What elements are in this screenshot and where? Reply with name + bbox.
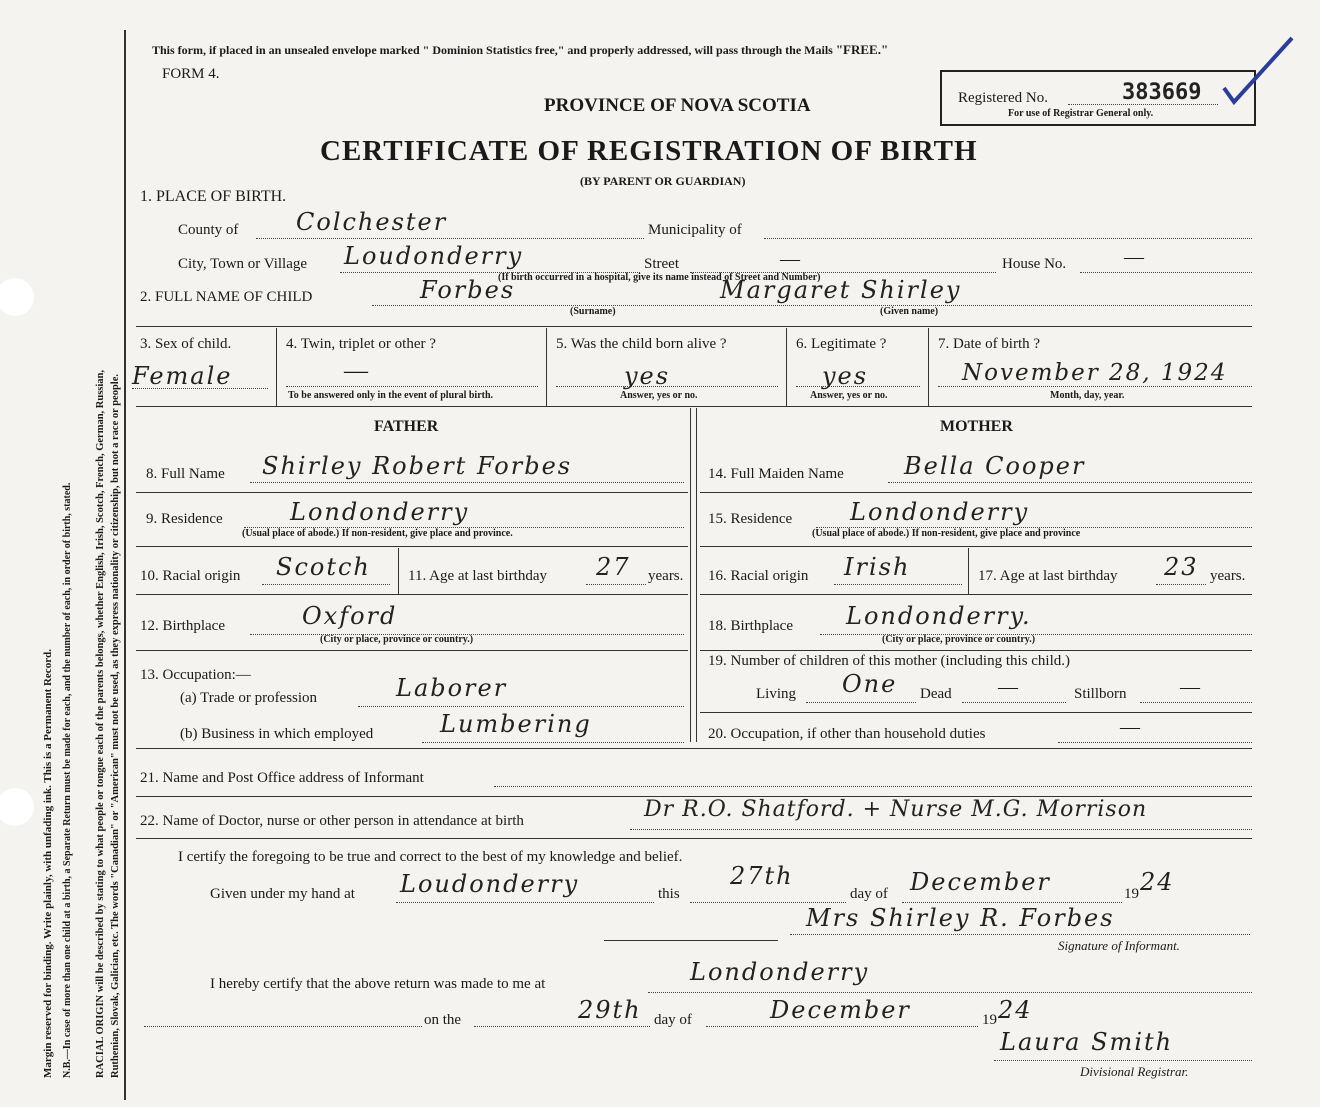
doctor-line: [630, 829, 1252, 830]
living-label: Living: [756, 686, 796, 702]
divider-3-4: [276, 328, 277, 406]
mother-age-unit: years.: [1210, 568, 1246, 584]
mother-occ-label: 20. Occupation, if other than household duties: [708, 726, 986, 742]
mother-children-label: 19. Number of children of this mother (including this child.): [708, 653, 1071, 669]
page-title: CERTIFICATE OF REGISTRATION OF BIRTH: [320, 135, 978, 167]
mother-row19-rule: [700, 712, 1252, 713]
legit-label: 6. Legitimate ?: [796, 336, 887, 352]
father-race-divider: [398, 548, 399, 594]
doctor-label: 22. Name of Doctor, nurse or other person in attendance at birth: [140, 813, 524, 829]
reg-month-line: [706, 1026, 978, 1027]
father-bp-label: 12. Birthplace: [140, 618, 225, 634]
dead-line: [962, 702, 1066, 703]
registrar-note: For use of Registrar General only.: [1008, 108, 1154, 119]
legit-line: [796, 386, 920, 387]
house-line: [1080, 272, 1252, 273]
mother-row15-rule: [700, 546, 1252, 547]
parents-bottom-rule: [136, 748, 1252, 749]
living-line: [806, 702, 916, 703]
mother-res-note: (Usual place of abode.) If non-resident, give place and province: [812, 528, 1081, 539]
side-note-1: Margin reserved for binding. Write plainly, with unfading ink. This is a Permanent Record.: [42, 649, 54, 1078]
twin-line: [286, 386, 538, 387]
twin-label: 4. Twin, triplet or other ?: [286, 336, 436, 352]
mother-name-label: 14. Full Maiden Name: [708, 466, 844, 482]
father-heading: FATHER: [374, 418, 439, 435]
day-of-label: day of: [850, 886, 888, 902]
mother-race: Irish: [844, 553, 911, 581]
street-value: —: [780, 248, 800, 270]
reg-year-prefix: 19: [982, 1012, 997, 1028]
father-res-note: (Usual place of abode.) If non-resident, give place and province.: [242, 528, 513, 539]
side-note-2: N.B.—In case of more than one child at a birth, a Separate Return must be made for each, and the number of each, in order of birth, stated.: [62, 482, 73, 1078]
month-line: [902, 902, 1122, 903]
divider-6-7: [928, 328, 929, 406]
father-name-line: [250, 482, 684, 483]
father-row12-rule: [136, 650, 688, 651]
alive-line: [556, 386, 778, 387]
mother-race-label: 16. Racial origin: [708, 568, 809, 584]
municipality-label: Municipality of: [648, 222, 742, 238]
alive-note: Answer, yes or no.: [620, 390, 698, 401]
this-label: this: [658, 886, 680, 902]
mother-row16-rule: [700, 594, 1252, 595]
twin-value: —: [344, 358, 368, 384]
row22-rule: [136, 838, 1252, 839]
reg-day-line: [474, 1026, 650, 1027]
province-heading: PROVINCE OF NOVA SCOTIA: [544, 95, 811, 116]
checkmark-icon: [1220, 30, 1300, 110]
mother-name-line: [888, 482, 1252, 483]
row3-top-rule: [136, 326, 1252, 327]
living-value: One: [842, 670, 898, 698]
registrar-label: Divisional Registrar.: [1080, 1064, 1189, 1079]
mother-bp-label: 18. Birthplace: [708, 618, 793, 634]
county-label: County of: [178, 222, 239, 238]
alive-label: 5. Was the child born alive ?: [556, 336, 727, 352]
reg-month: December: [770, 996, 911, 1024]
stillborn-line: [1140, 702, 1252, 703]
month-value: December: [910, 868, 1051, 896]
mother-occ-value: —: [1120, 716, 1140, 738]
given-note: (Given name): [880, 306, 939, 317]
city-label: City, Town or Village: [178, 256, 308, 272]
dob-label: 7. Date of birth ?: [938, 336, 1041, 352]
sex-line: [132, 388, 268, 389]
witness-rule: [604, 940, 778, 941]
street-label: Street: [644, 256, 679, 272]
mother-age: 23: [1164, 553, 1199, 581]
divider-5-6: [786, 328, 787, 406]
row3-bottom-rule: [136, 406, 1252, 407]
informant-line: [494, 786, 1252, 787]
parents-divider-left: [690, 408, 691, 742]
father-occ-label: 13. Occupation:—: [140, 667, 251, 683]
father-name: Shirley Robert Forbes: [262, 452, 573, 480]
reg-year: 24: [998, 996, 1033, 1024]
father-bp-note: (City or place, province or country.): [320, 634, 474, 645]
father-row10-rule: [136, 594, 688, 595]
signature-label: Signature of Informant.: [1058, 938, 1180, 953]
parents-divider-right: [696, 408, 697, 742]
house-value: —: [1124, 246, 1144, 268]
father-race-label: 10. Racial origin: [140, 568, 241, 584]
mother-bp-note: (City or place, province or country.): [882, 634, 1036, 645]
father-trade-line: [358, 706, 684, 707]
mother-race-line: [834, 584, 962, 585]
legit-note: Answer, yes or no.: [810, 390, 888, 401]
father-residence: Londonderry: [290, 498, 470, 526]
father-birthplace: Oxford: [302, 602, 398, 630]
municipality-line: [764, 238, 1252, 239]
father-business: Lumbering: [440, 710, 592, 738]
doctor-value: Dr R.O. Shatford. + Nurse M.G. Morrison: [644, 797, 1148, 822]
father-res-label: 9. Residence: [146, 511, 223, 527]
day-value: 27th: [730, 862, 794, 890]
mother-occ-line: [1058, 742, 1252, 743]
child-given-name: Margaret Shirley: [720, 276, 962, 304]
day-line: [690, 902, 846, 903]
informant-label: 21. Name and Post Office address of Informant: [140, 770, 424, 786]
dob-note: Month, day, year.: [1050, 390, 1125, 401]
registered-label: Registered No.: [958, 90, 1048, 106]
mother-name: Bella Cooper: [904, 452, 1086, 480]
father-age-unit: years.: [648, 568, 684, 584]
registrar-signature: Laura Smith: [1000, 1028, 1174, 1056]
father-age-label: 11. Age at last birthday: [408, 568, 547, 584]
given-place: Loudonderry: [400, 870, 580, 898]
dead-label: Dead: [920, 686, 952, 702]
mother-residence: Londonderry: [850, 498, 1030, 526]
child-name-line: [372, 305, 1252, 306]
registered-number: 383669: [1122, 80, 1202, 105]
place-heading: 1. PLACE OF BIRTH.: [140, 188, 287, 205]
child-name-label: 2. FULL NAME OF CHILD: [140, 289, 313, 305]
hospital-note: (If birth occurred in a hospital, give its name instead of Street and Number): [498, 272, 821, 283]
father-biz-label: (b) Business in which employed: [180, 726, 374, 742]
father-trade: Laborer: [396, 674, 508, 702]
return-place-line: [648, 992, 1252, 993]
reg-day: 29th: [578, 996, 642, 1024]
legit-value: yes: [822, 362, 869, 390]
stillborn-label: Stillborn: [1074, 686, 1127, 702]
father-race-line: [262, 584, 390, 585]
informant-signature: Mrs Shirley R. Forbes: [806, 904, 1115, 932]
mother-res-label: 15. Residence: [708, 511, 793, 527]
margin-rule: [124, 30, 126, 1100]
side-note-3: RACIAL ORIGIN will be described by stating to what people or tongue each of the parents belongs, whether English, Irish, Scotch, French, German, Russian,: [95, 369, 106, 1078]
mother-birthplace: Londonderry.: [846, 602, 1032, 630]
onthe-lead-line: [144, 1026, 422, 1027]
house-label: House No.: [1002, 256, 1067, 272]
mother-age-line: [1156, 584, 1206, 585]
return-label: I hereby certify that the above return was made to me at: [210, 976, 546, 992]
binding-hole-top: [0, 278, 34, 316]
surname-note: (Surname): [570, 306, 616, 317]
father-age-line: [586, 584, 646, 585]
given-place-line: [396, 902, 654, 903]
registrar-line: [994, 1060, 1252, 1061]
page-subtitle: (BY PARENT OR GUARDIAN): [580, 174, 746, 188]
county-line: [256, 238, 644, 239]
sex-value: Female: [132, 362, 233, 390]
dob-line: [938, 386, 1252, 387]
dob-value: November 28, 1924: [962, 360, 1228, 386]
twin-note: To be answered only in the event of plural birth.: [288, 390, 494, 401]
county-value: Colchester: [296, 208, 448, 236]
year-value: 24: [1140, 868, 1175, 896]
reg-dayof-label: day of: [654, 1012, 692, 1028]
binding-hole-bottom: [0, 788, 34, 826]
mail-free: "FREE.": [835, 42, 889, 57]
year-prefix: 19: [1124, 886, 1139, 902]
father-biz-line: [422, 742, 684, 743]
return-place: Londonderry: [690, 958, 870, 986]
signature-line: [790, 934, 1250, 935]
father-row8-rule: [136, 492, 688, 493]
father-age: 27: [596, 553, 631, 581]
dead-value: —: [998, 676, 1018, 698]
mother-row14-rule: [700, 492, 1252, 493]
child-surname: Forbes: [420, 276, 516, 304]
mother-row18-rule: [700, 650, 1252, 651]
sex-label: 3. Sex of child.: [140, 336, 232, 352]
mother-race-divider: [968, 548, 969, 594]
mother-age-label: 17. Age at last birthday: [978, 568, 1118, 584]
alive-value: yes: [624, 362, 671, 390]
mail-note: [152, 42, 888, 58]
father-race: Scotch: [276, 553, 371, 581]
mail-note-text: This form, if placed in an unsealed envelope marked " Dominion Statistics free," and properly addressed, will pass through the Mails: [152, 43, 833, 57]
city-value: Loudonderry: [344, 242, 524, 270]
father-row9-rule: [136, 546, 688, 547]
mother-heading: MOTHER: [940, 418, 1013, 435]
father-name-label: 8. Full Name: [146, 466, 225, 482]
father-trade-label: (a) Trade or profession: [180, 690, 318, 706]
stillborn-value: —: [1180, 676, 1200, 698]
side-note-4: Ruthenian, Slovak, Galician, etc. The words "Canadian" or "American" must not be used, as they express nationality or citizenship, but not a race or people.: [110, 373, 121, 1078]
onthe-label: on the: [424, 1012, 462, 1028]
divider-4-5: [546, 328, 547, 406]
certify-statement: I certify the foregoing to be true and correct to the best of my knowledge and belief.: [178, 849, 683, 865]
form-number: FORM 4.: [162, 66, 220, 82]
given-label: Given under my hand at: [210, 886, 355, 902]
